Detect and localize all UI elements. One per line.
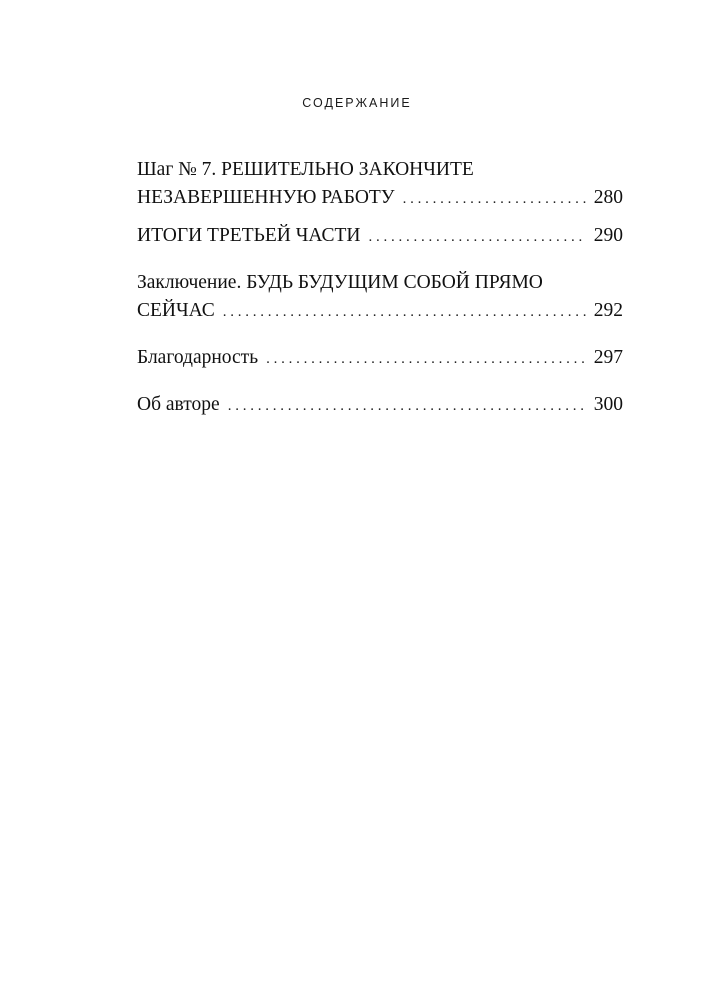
dot-leader xyxy=(403,185,586,213)
dot-leader xyxy=(266,345,586,373)
toc-page-number: 290 xyxy=(593,225,623,246)
toc-page-number: 297 xyxy=(593,347,623,368)
toc-entry-title: Благодарность xyxy=(137,347,259,368)
toc-entry-title: ИТОГИ ТРЕТЬЕЙ ЧАСТИ xyxy=(137,225,361,246)
table-of-contents xyxy=(137,156,623,420)
running-head-title: СОДЕРЖАНИЕ xyxy=(302,96,412,110)
toc-entry-title-line2: НЕЗАВЕРШЕННУЮ РАБОТУ xyxy=(137,187,395,208)
toc-entry-about-author[interactable] xyxy=(137,391,623,420)
toc-entry-acknowledgements[interactable] xyxy=(137,344,623,373)
dot-leader xyxy=(223,298,586,326)
toc-entry-title-line1: Заключение. БУДЬ БУДУЩИМ СОБОЙ ПРЯМО xyxy=(137,272,543,293)
toc-page-number: 300 xyxy=(593,394,623,415)
toc-entry-title: Об авторе xyxy=(137,394,220,415)
toc-entry-title-line2: СЕЙЧАС xyxy=(137,300,215,321)
toc-entry-title-line1: Шаг № 7. РЕШИТЕЛЬНО ЗАКОНЧИТЕ xyxy=(137,159,474,180)
dot-leader xyxy=(228,392,586,420)
dot-leader xyxy=(368,223,585,251)
toc-page-number: 280 xyxy=(593,187,623,208)
toc-entry-part-three-summary[interactable] xyxy=(137,222,623,251)
toc-entry-conclusion[interactable] xyxy=(137,269,623,326)
toc-entry-step-7[interactable] xyxy=(137,156,623,213)
toc-page-number: 292 xyxy=(593,300,623,321)
